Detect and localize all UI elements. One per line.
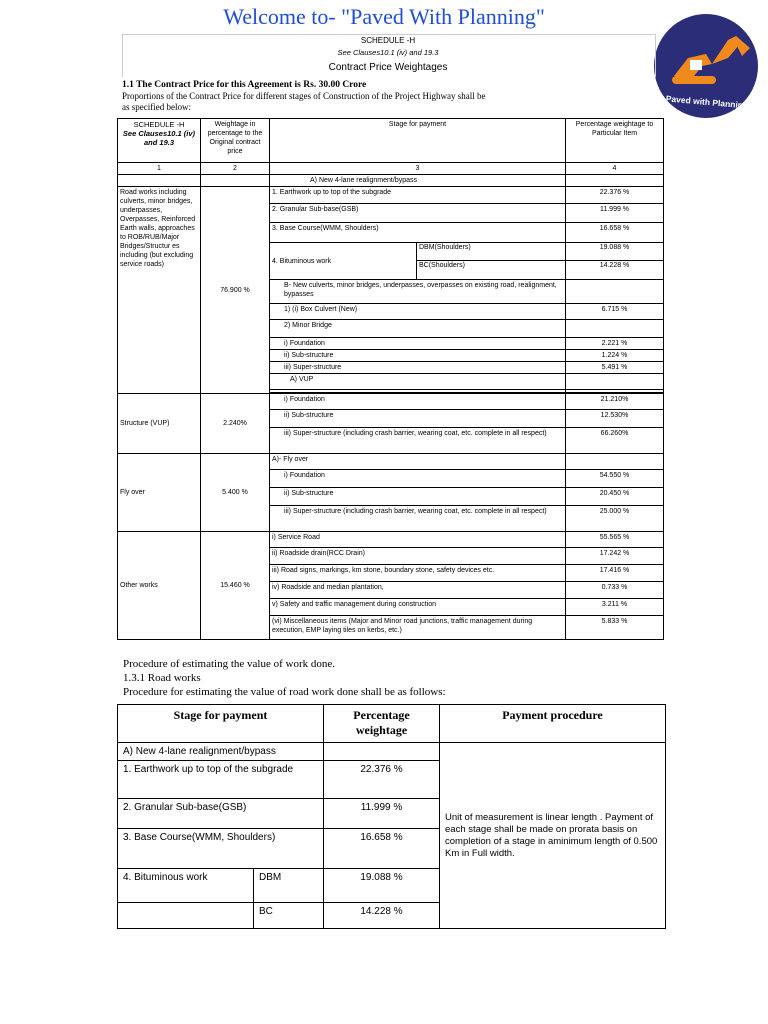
header-procedure: Payment procedure [440, 705, 666, 743]
road-stage-value: 16.658 % [566, 223, 664, 243]
col-number: 4 [566, 163, 664, 175]
schedule-title: SCHEDULE -H [360, 36, 416, 45]
road-stage-value: 6.715 % [566, 304, 664, 320]
other-stage-value: 3.211 % [566, 599, 664, 616]
bituminous-values [566, 243, 664, 280]
table-head-schedule [118, 119, 201, 163]
road-stage: 1) (i) Box Culvert (New) [270, 304, 566, 320]
other-stage: iii) Road signs, markings, km stone, boundary stone, safety devices etc. [270, 565, 566, 582]
flyover-heading: A)- Fly over [270, 454, 566, 470]
flyover-stage: i) Foundation [270, 470, 566, 488]
bc-value: 14.228 % [324, 903, 440, 929]
road-stage-value: 5.491 % [566, 362, 664, 374]
vup-heading: A) VUP [270, 374, 566, 390]
vup-stage-value: 66.260% [566, 428, 664, 454]
road-stage-value: 2.221 % [566, 338, 664, 350]
stage-row: 3. Base Course(WMM, Shoulders) [118, 829, 324, 869]
flyover-stage-value: 25.000 % [566, 506, 664, 532]
paved-with-planning-logo [654, 14, 758, 118]
logo-text: Paved with Planning [665, 93, 749, 111]
flyover-stage-value: 54.550 % [566, 470, 664, 488]
road-works-label: Road works including culverts, minor bridges, underpasses, Overpasses, Reinforced Earth walls, approaches to ROB/RUB/Major Bridges/Structur es including (but excluding service roads) [118, 187, 201, 394]
dbm-label: DBM [254, 869, 324, 903]
procedure-description: Procedure for estimating the value of road work done shall be as follows: [123, 686, 446, 698]
new-realignment: A) New 4-lane realignment/bypass [118, 743, 324, 761]
road-works-subheading: 1.3.1 Road works [123, 672, 201, 684]
bituminous-cell [270, 243, 566, 280]
road-stage: 2. Granular Sub-base(GSB) [270, 204, 566, 223]
header-stage: Stage for payment [118, 705, 324, 743]
road-stage-value: 11.999 % [566, 204, 664, 223]
other-stage-value: 55.565 % [566, 532, 664, 548]
other-stage-value: 17.416 % [566, 565, 664, 582]
col-number: 3 [270, 163, 566, 175]
road-stage: ii) Sub-structure [270, 350, 566, 362]
road-stage: 3. Base Course(WMM, Shoulders) [270, 223, 566, 243]
proportions-text: Proportions of the Contract Price for different stages of Construction of the Project Highway shall be as specified below: [122, 91, 486, 112]
schedule-subtitle: Contract Price Weightages [328, 62, 448, 73]
vup-stage-value: 21.210% [566, 394, 664, 410]
flyover-stage-value: 20.450 % [566, 488, 664, 506]
road-stage: iii) Super-structure [270, 362, 566, 374]
flyover-label: Fly over [118, 454, 201, 532]
other-stage: ii) Roadside drain(RCC Drain) [270, 548, 566, 565]
vup-stage-value: 12.530% [566, 410, 664, 428]
payment-procedure-text: Unit of measurement is linear length . Payment of each stage shall be made on prorata basis on completion of a stage in aminimum length of 0.500 Km in Full width. [440, 743, 666, 929]
other-stage: iv) Roadside and median plantation, [270, 582, 566, 599]
vup-label: Structure (VUP) [118, 394, 201, 454]
other-stage: v) Safety and traffic management during construction [270, 599, 566, 616]
other-stage-value: 17.242 % [566, 548, 664, 565]
bc-label: BC(Shoulders) [419, 262, 465, 269]
road-stage-value: 22.376 % [566, 187, 664, 204]
stage-row: 2. Granular Sub-base(GSB) [118, 799, 324, 829]
header-weightage: Percentage weightage [324, 705, 440, 743]
procedure-heading: Procedure of estimating the value of work done. [123, 658, 335, 670]
road-stage: 2) Minor Bridge [270, 320, 566, 338]
road-stage-value: 1.224 % [566, 350, 664, 362]
other-stage: i) Service Road [270, 532, 566, 548]
road-works-weight: 76.900 % [201, 187, 270, 394]
col-number: 2 [201, 163, 270, 175]
head-see-clauses: See Clauses10.1 (iv) and 19.3 [122, 129, 196, 147]
road-stage: i) Foundation [270, 338, 566, 350]
vup-stage: ii) Sub-structure [270, 410, 566, 428]
bc-value: 14.228 % [599, 262, 630, 269]
payment-procedure-table [117, 704, 666, 929]
flyover-stage: iii) Super-structure (including crash barrier, wearing coat, etc. complete in all respect) [270, 506, 566, 532]
vup-stage: iii) Super-structure (including crash barrier, wearing coat, etc. complete in all respect) [270, 428, 566, 454]
page-title: Welcome to- "Paved With Planning" [223, 4, 545, 29]
head-schedule-title: SCHEDULE -H [133, 120, 185, 129]
flyover-stage: ii) Sub-structure [270, 488, 566, 506]
road-stage: 1. Earthwork up to top of the subgrade [270, 187, 566, 204]
col-number: 1 [118, 163, 201, 175]
flyover-weight: 5.400 % [201, 454, 270, 532]
table-head-stage: Stage for payment [270, 119, 566, 163]
stage-value: 22.376 % [324, 761, 440, 799]
table-head-percentage: Percentage weightage to Particular Item [566, 119, 664, 163]
stage-row: 1. Earthwork up to top of the subgrade [118, 761, 324, 799]
other-works-weight: 15.460 % [201, 532, 270, 640]
bituminous-work-label: 4. Bituminous work [118, 869, 254, 903]
other-stage-value: 0.733 % [566, 582, 664, 599]
vup-stage: i) Foundation [270, 394, 566, 410]
other-works-label: Other works [118, 532, 201, 640]
bc-label: BC [254, 903, 324, 929]
dbm-value: 19.088 % [324, 869, 440, 903]
weightage-table [117, 118, 664, 640]
road-b-heading: B- New culverts, minor bridges, underpasses, overpasses on existing road, realignment, bypasses [270, 280, 566, 304]
vup-weight: 2.240% [201, 394, 270, 454]
table-head-weightage: Weightage in percentage to the Original contract price [201, 119, 270, 163]
dbm-value: 19.088 % [566, 243, 663, 261]
bituminous-label: 4. Bituminous work [270, 243, 417, 279]
other-stage-value: 5.833 % [566, 616, 664, 640]
clause-prefix: 1.1 The Contract Price for this Agreement is [122, 80, 304, 90]
dbm-label: DBM(Shoulders) [417, 243, 565, 261]
clause-amount: Rs. 30.00 Crore [303, 80, 367, 90]
contract-price-clause [122, 80, 366, 90]
other-stage: (vi) Miscellaneous items (Major and Minor road junctions, traffic management during execution, EMP laying tiles on kerbs, etc.) [270, 616, 566, 640]
schedule-see-clauses: See Clauses10.1 (iv) and 19.3 [337, 48, 439, 57]
stage-value: 11.999 % [324, 799, 440, 829]
road-a-heading: A) New 4-lane realignment/bypass [270, 175, 566, 187]
stage-value: 16.658 % [324, 829, 440, 869]
